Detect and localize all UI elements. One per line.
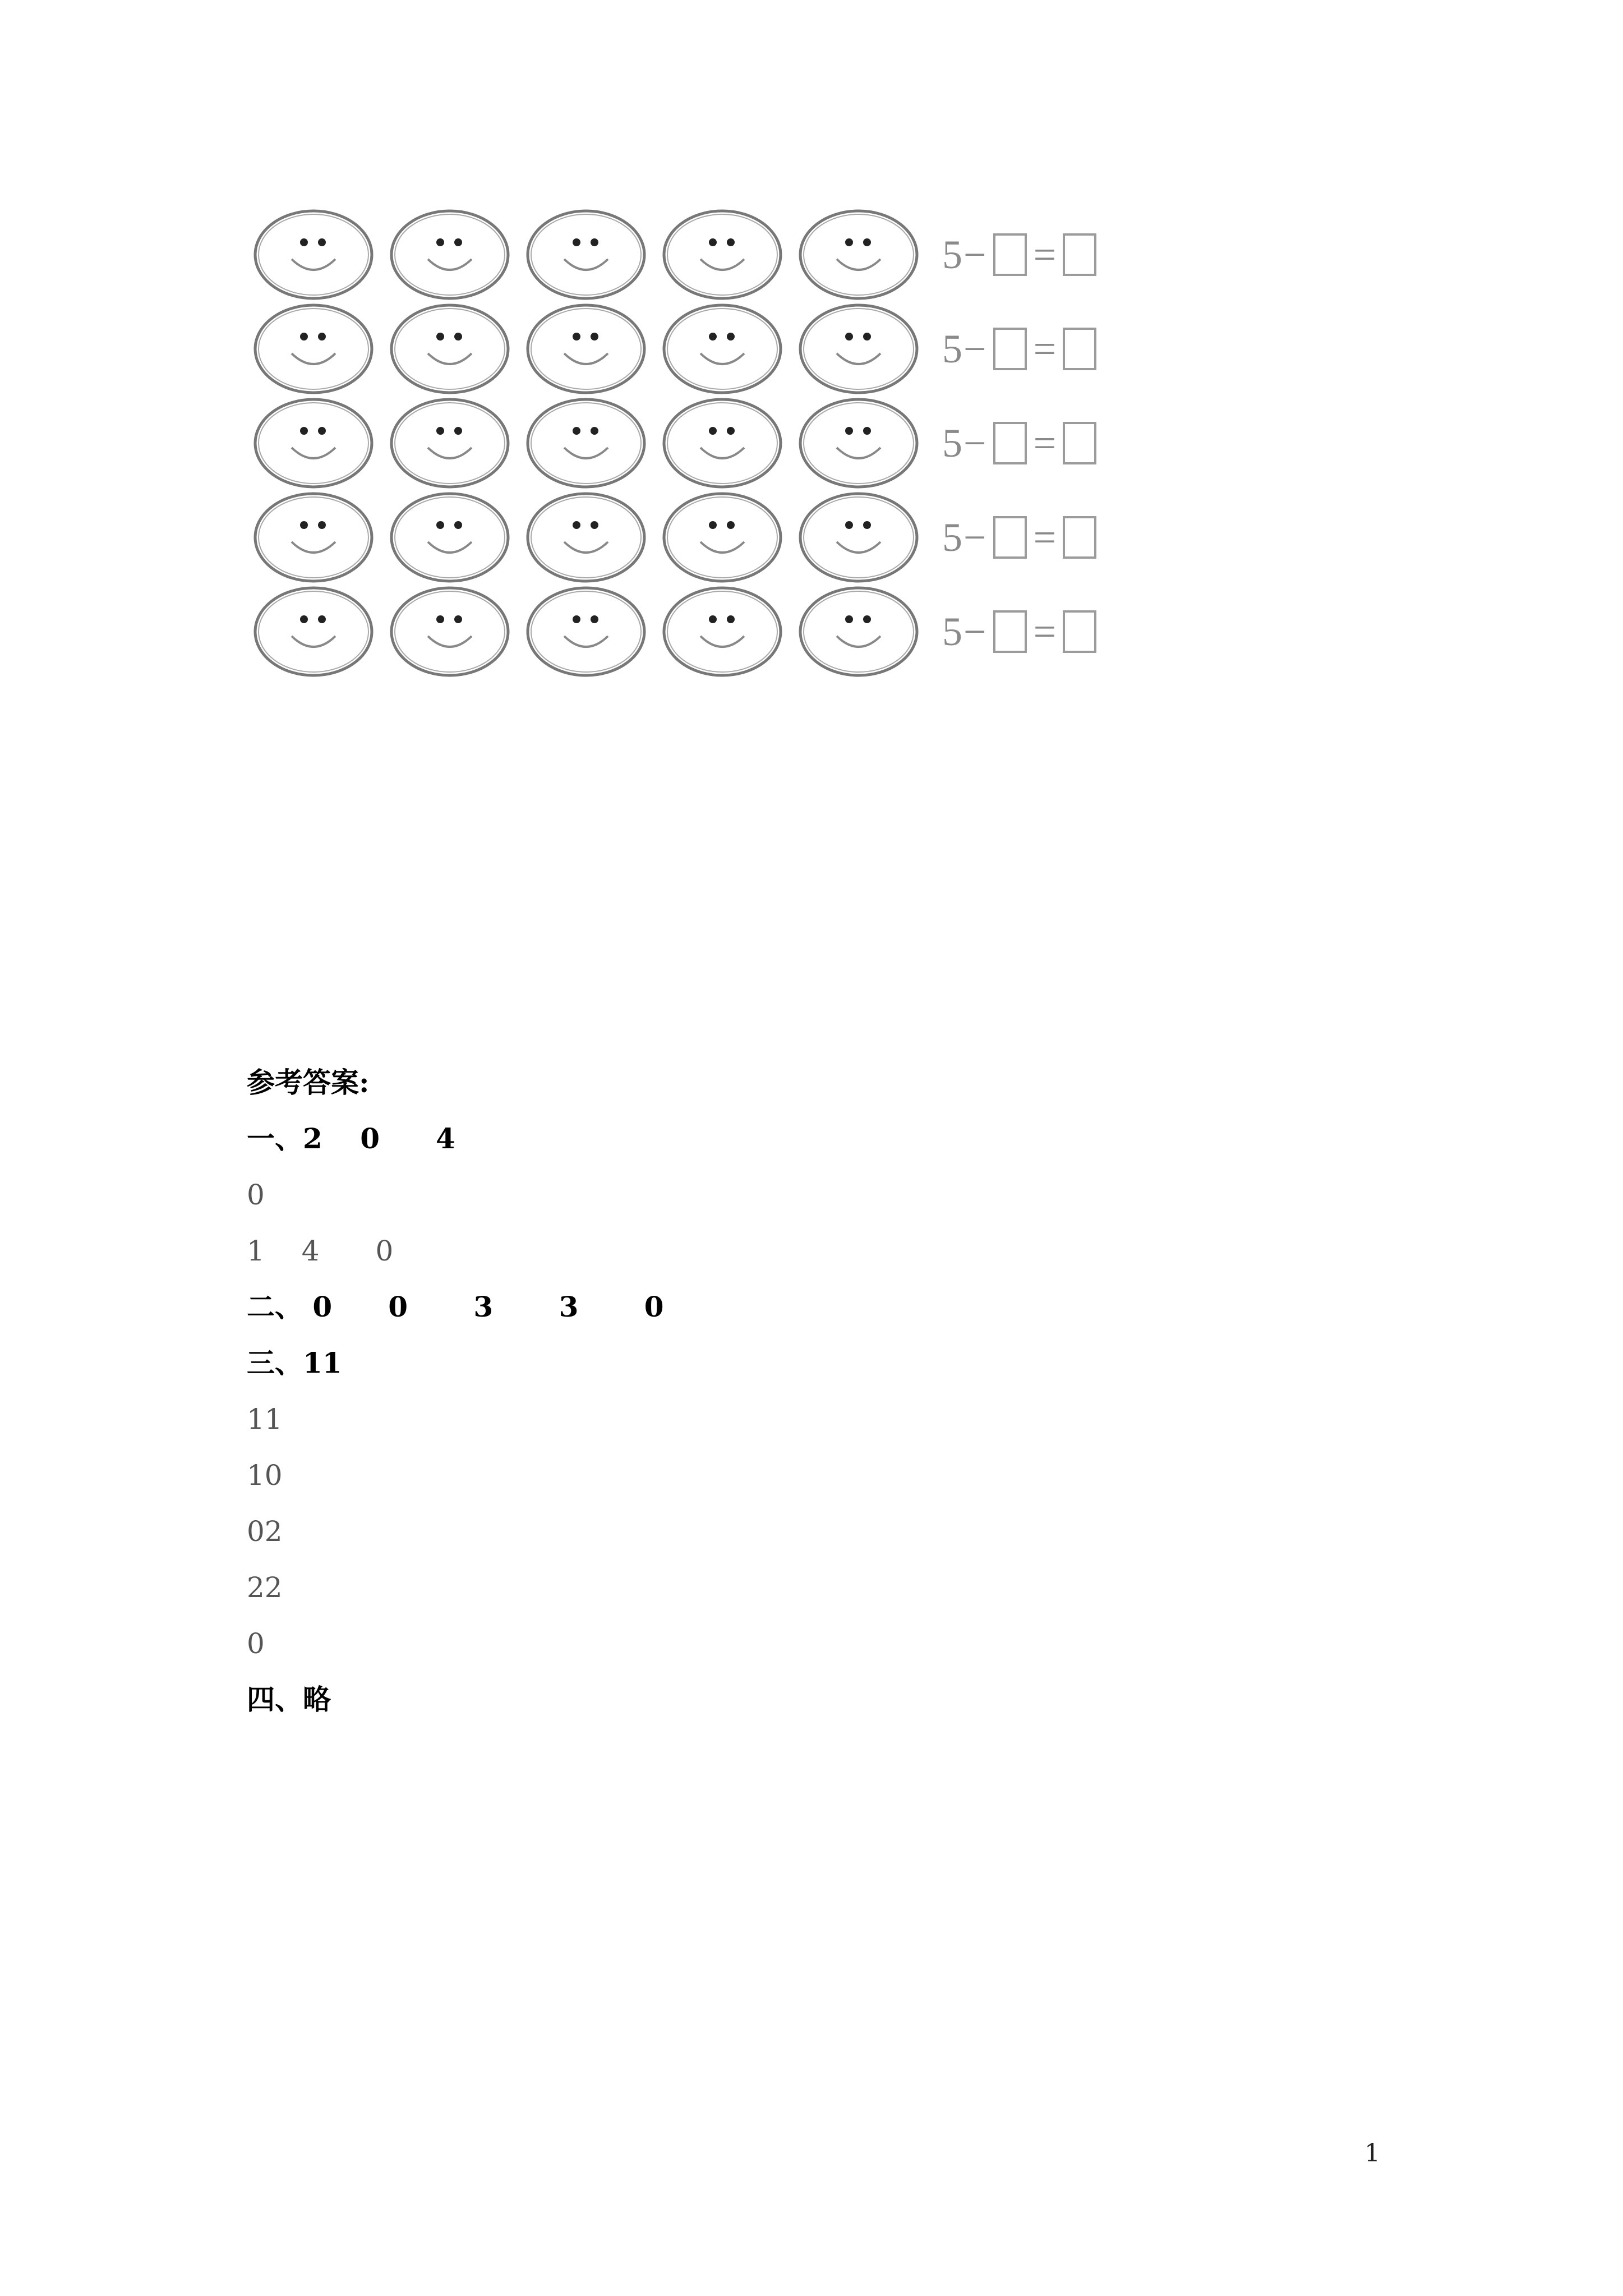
face-row [252, 396, 1138, 491]
answer-line-3: 1 4 0 [247, 1235, 394, 1267]
smiley-face-icon [252, 585, 375, 679]
smiley-face-icon [252, 396, 375, 490]
smiley-face-icon [389, 585, 511, 679]
answer-line-6: 11 [247, 1403, 283, 1435]
minus-sign: − [963, 609, 986, 654]
face-row [252, 302, 1138, 397]
equals-sign: = [1033, 232, 1057, 277]
answer-line-5: 三、11 [247, 1346, 342, 1379]
minus-sign: − [963, 232, 986, 277]
smiley-face-icon [661, 302, 783, 396]
smiley-face-icon [661, 585, 783, 679]
smiley-face-icon [252, 302, 375, 396]
smiley-face-icon [252, 490, 375, 585]
answer-line-1: 一、2 0 4 [247, 1122, 455, 1155]
smiley-face-icon [661, 396, 783, 490]
smiley-face-icon [389, 208, 511, 302]
smiley-face-figure [252, 208, 1138, 718]
smiley-face-icon [525, 585, 647, 679]
equation-minuend: 5 [942, 232, 962, 277]
answer-line-8: 02 [247, 1515, 283, 1548]
smiley-face-icon [389, 302, 511, 396]
answer-line-9: 22 [247, 1571, 283, 1604]
smiley-face-icon [389, 396, 511, 490]
equals-sign: = [1033, 609, 1057, 654]
smiley-face-icon [525, 302, 647, 396]
subtraction-equation [942, 509, 1102, 565]
answer-box-blank [1063, 516, 1096, 559]
answer-line-4: 二、 0 0 3 3 0 [247, 1290, 664, 1323]
subtraction-equation [942, 415, 1102, 471]
face-row [252, 490, 1138, 586]
smiley-face-icon [797, 490, 920, 585]
answer-line-10: 0 [247, 1627, 265, 1660]
face-row [252, 585, 1138, 680]
face-row [252, 208, 1138, 303]
minus-sign: − [963, 326, 986, 371]
answer-line-7: 10 [247, 1459, 283, 1492]
answer-box-blank [993, 610, 1027, 653]
smiley-face-icon [252, 208, 375, 302]
smiley-face-icon [797, 302, 920, 396]
smiley-face-icon [797, 585, 920, 679]
equals-sign: = [1033, 326, 1057, 371]
answer-box-blank [1063, 610, 1096, 653]
equation-minuend: 5 [942, 420, 962, 466]
equation-minuend: 5 [942, 326, 962, 371]
answer-box-blank [1063, 422, 1096, 464]
smiley-face-icon [389, 490, 511, 585]
equation-minuend: 5 [942, 609, 962, 654]
answer-box-blank [993, 422, 1027, 464]
answer-box-blank [993, 233, 1027, 276]
page-number: 1 [1364, 2139, 1380, 2168]
subtraction-equation [942, 321, 1102, 377]
smiley-face-icon [797, 208, 920, 302]
answer-box-blank [1063, 233, 1096, 276]
smiley-face-icon [661, 208, 783, 302]
smiley-face-icon [661, 490, 783, 585]
minus-sign: − [963, 514, 986, 560]
answer-line-11: 四、略 [247, 1683, 331, 1716]
smiley-face-icon [525, 396, 647, 490]
equation-minuend: 5 [942, 514, 962, 560]
answer-box-blank [993, 328, 1027, 370]
equals-sign: = [1033, 420, 1057, 466]
smiley-face-icon [525, 208, 647, 302]
subtraction-equation [942, 227, 1102, 283]
answer-heading: 参考答案: [247, 1066, 370, 1099]
equals-sign: = [1033, 514, 1057, 560]
smiley-face-icon [525, 490, 647, 585]
minus-sign: − [963, 420, 986, 466]
smiley-face-icon [797, 396, 920, 490]
answer-line-2: 0 [247, 1179, 265, 1211]
answer-box-blank [1063, 328, 1096, 370]
subtraction-equation [942, 604, 1102, 660]
answer-box-blank [993, 516, 1027, 559]
